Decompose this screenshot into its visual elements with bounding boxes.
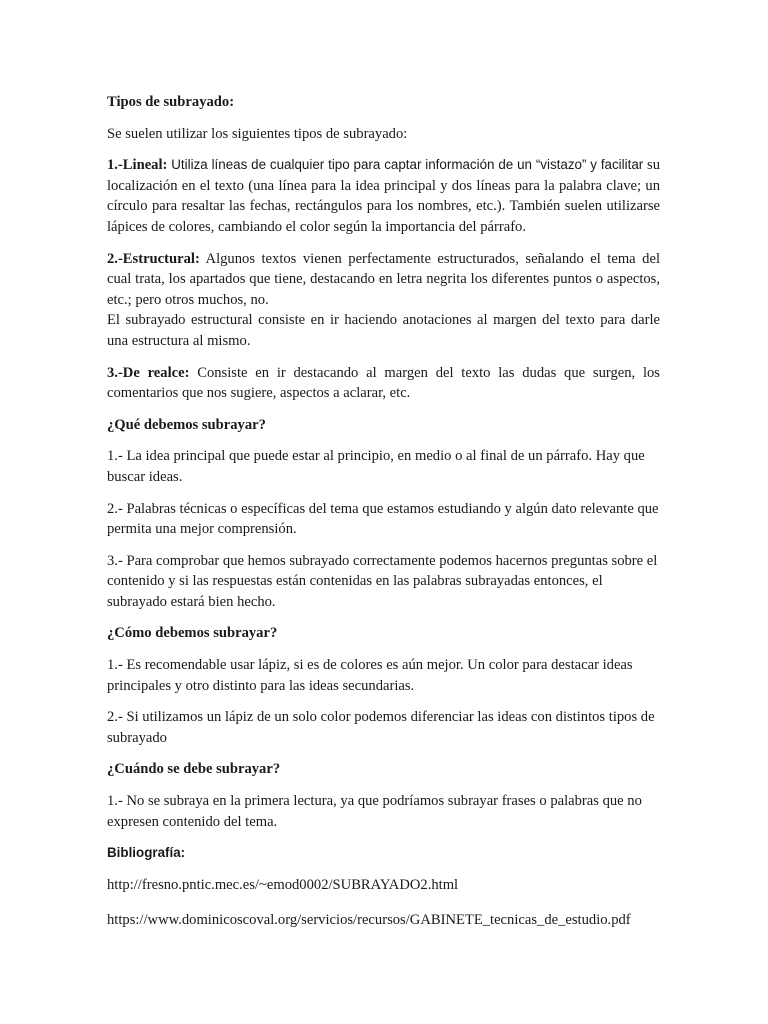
type-lineal-lead: Utiliza líneas de cualquier tipo para captar información de un “vistazo” y facilitar: [167, 157, 644, 173]
type-lineal-label: 1.-Lineal:: [107, 157, 168, 174]
que-subrayar-item-3: 3.- Para comprobar que hemos subrayado correctamente podemos hacernos preguntas sobre el contenido y si las respuestas están contenidas en las palabras subrayadas entonces, el subrayado estará bien hecho.: [107, 552, 658, 610]
type-realce-paragraph: [107, 363, 660, 404]
cuando-subrayar-item-1: 1.- No se subraya en la primera lectura, ya que podríamos subrayar frases o palabras que no expresen contenido del tema.: [107, 793, 642, 830]
type-estructural-label: 2.-Estructural:: [107, 250, 200, 267]
section-title: Tipos de subrayado:: [107, 94, 235, 110]
type-lineal-text: su localización en el texto (una línea para la idea principal y dos líneas para la palabra clave; un círculo para resaltar las fechas, rectángulos para los nombres, etc.). También suelen utilizarse lápices de colores, cambiando el color según la importancia del párrafo.: [107, 157, 661, 235]
bibliography-link-2[interactable]: https://www.dominicoscoval.org/servicios/recursos/GABINETE_tecnicas_de_estudio.pdf: [107, 912, 631, 929]
cuando-subrayar-heading: ¿Cuándo se debe subrayar?: [107, 761, 281, 778]
bibliography-heading: Bibliografía:: [107, 845, 186, 861]
que-subrayar-heading: ¿Qué debemos subrayar?: [107, 416, 266, 433]
bibliography-link-1[interactable]: http://fresno.pntic.mec.es/~emod0002/SUBRAYADO2.html: [107, 876, 459, 893]
como-subrayar-heading: ¿Cómo debemos subrayar?: [107, 625, 278, 642]
type-realce-text: Consiste en ir destacando al margen del texto las dudas que surgen, los comentarios que nos sugiere, aspectos a aclarar, etc.: [107, 364, 660, 402]
intro-paragraph: Se suelen utilizar los siguientes tipos de subrayado:: [107, 125, 408, 142]
document-body: [107, 92, 660, 946]
que-subrayar-item-2: 2.- Palabras técnicas o específicas del tema que estamos estudiando y algún dato relevante que permita una mejor comprensión.: [107, 500, 659, 538]
type-estructural-paragraph: [107, 249, 660, 311]
type-estructural-paragraph-2: El subrayado estructural consiste en ir haciendo anotaciones al margen del texto para darle una estructura al mismo.: [107, 312, 660, 349]
como-subrayar-item-1: 1.- Es recomendable usar lápiz, si es de colores es aún mejor. Un color para destacar ideas principales y otro distinto para las ideas secundarias.: [107, 657, 633, 694]
type-lineal-paragraph: [107, 155, 660, 237]
type-realce-label: 3.-De realce:: [107, 364, 190, 381]
que-subrayar-item-1: 1.- La idea principal que puede estar al principio, en medio o al final de un párrafo. Hay que buscar ideas.: [107, 448, 645, 485]
type-estructural-text: Algunos textos vienen perfectamente estructurados, señalando el tema del cual trata, los apartados que tiene, destacando en letra negrita los diferentes puntos o aspectos, etc.; pero otros muchos, no.: [107, 250, 660, 308]
como-subrayar-item-2: 2.- Si utilizamos un lápiz de un solo color podemos diferenciar las ideas con distintos tipos de subrayado: [107, 709, 655, 746]
